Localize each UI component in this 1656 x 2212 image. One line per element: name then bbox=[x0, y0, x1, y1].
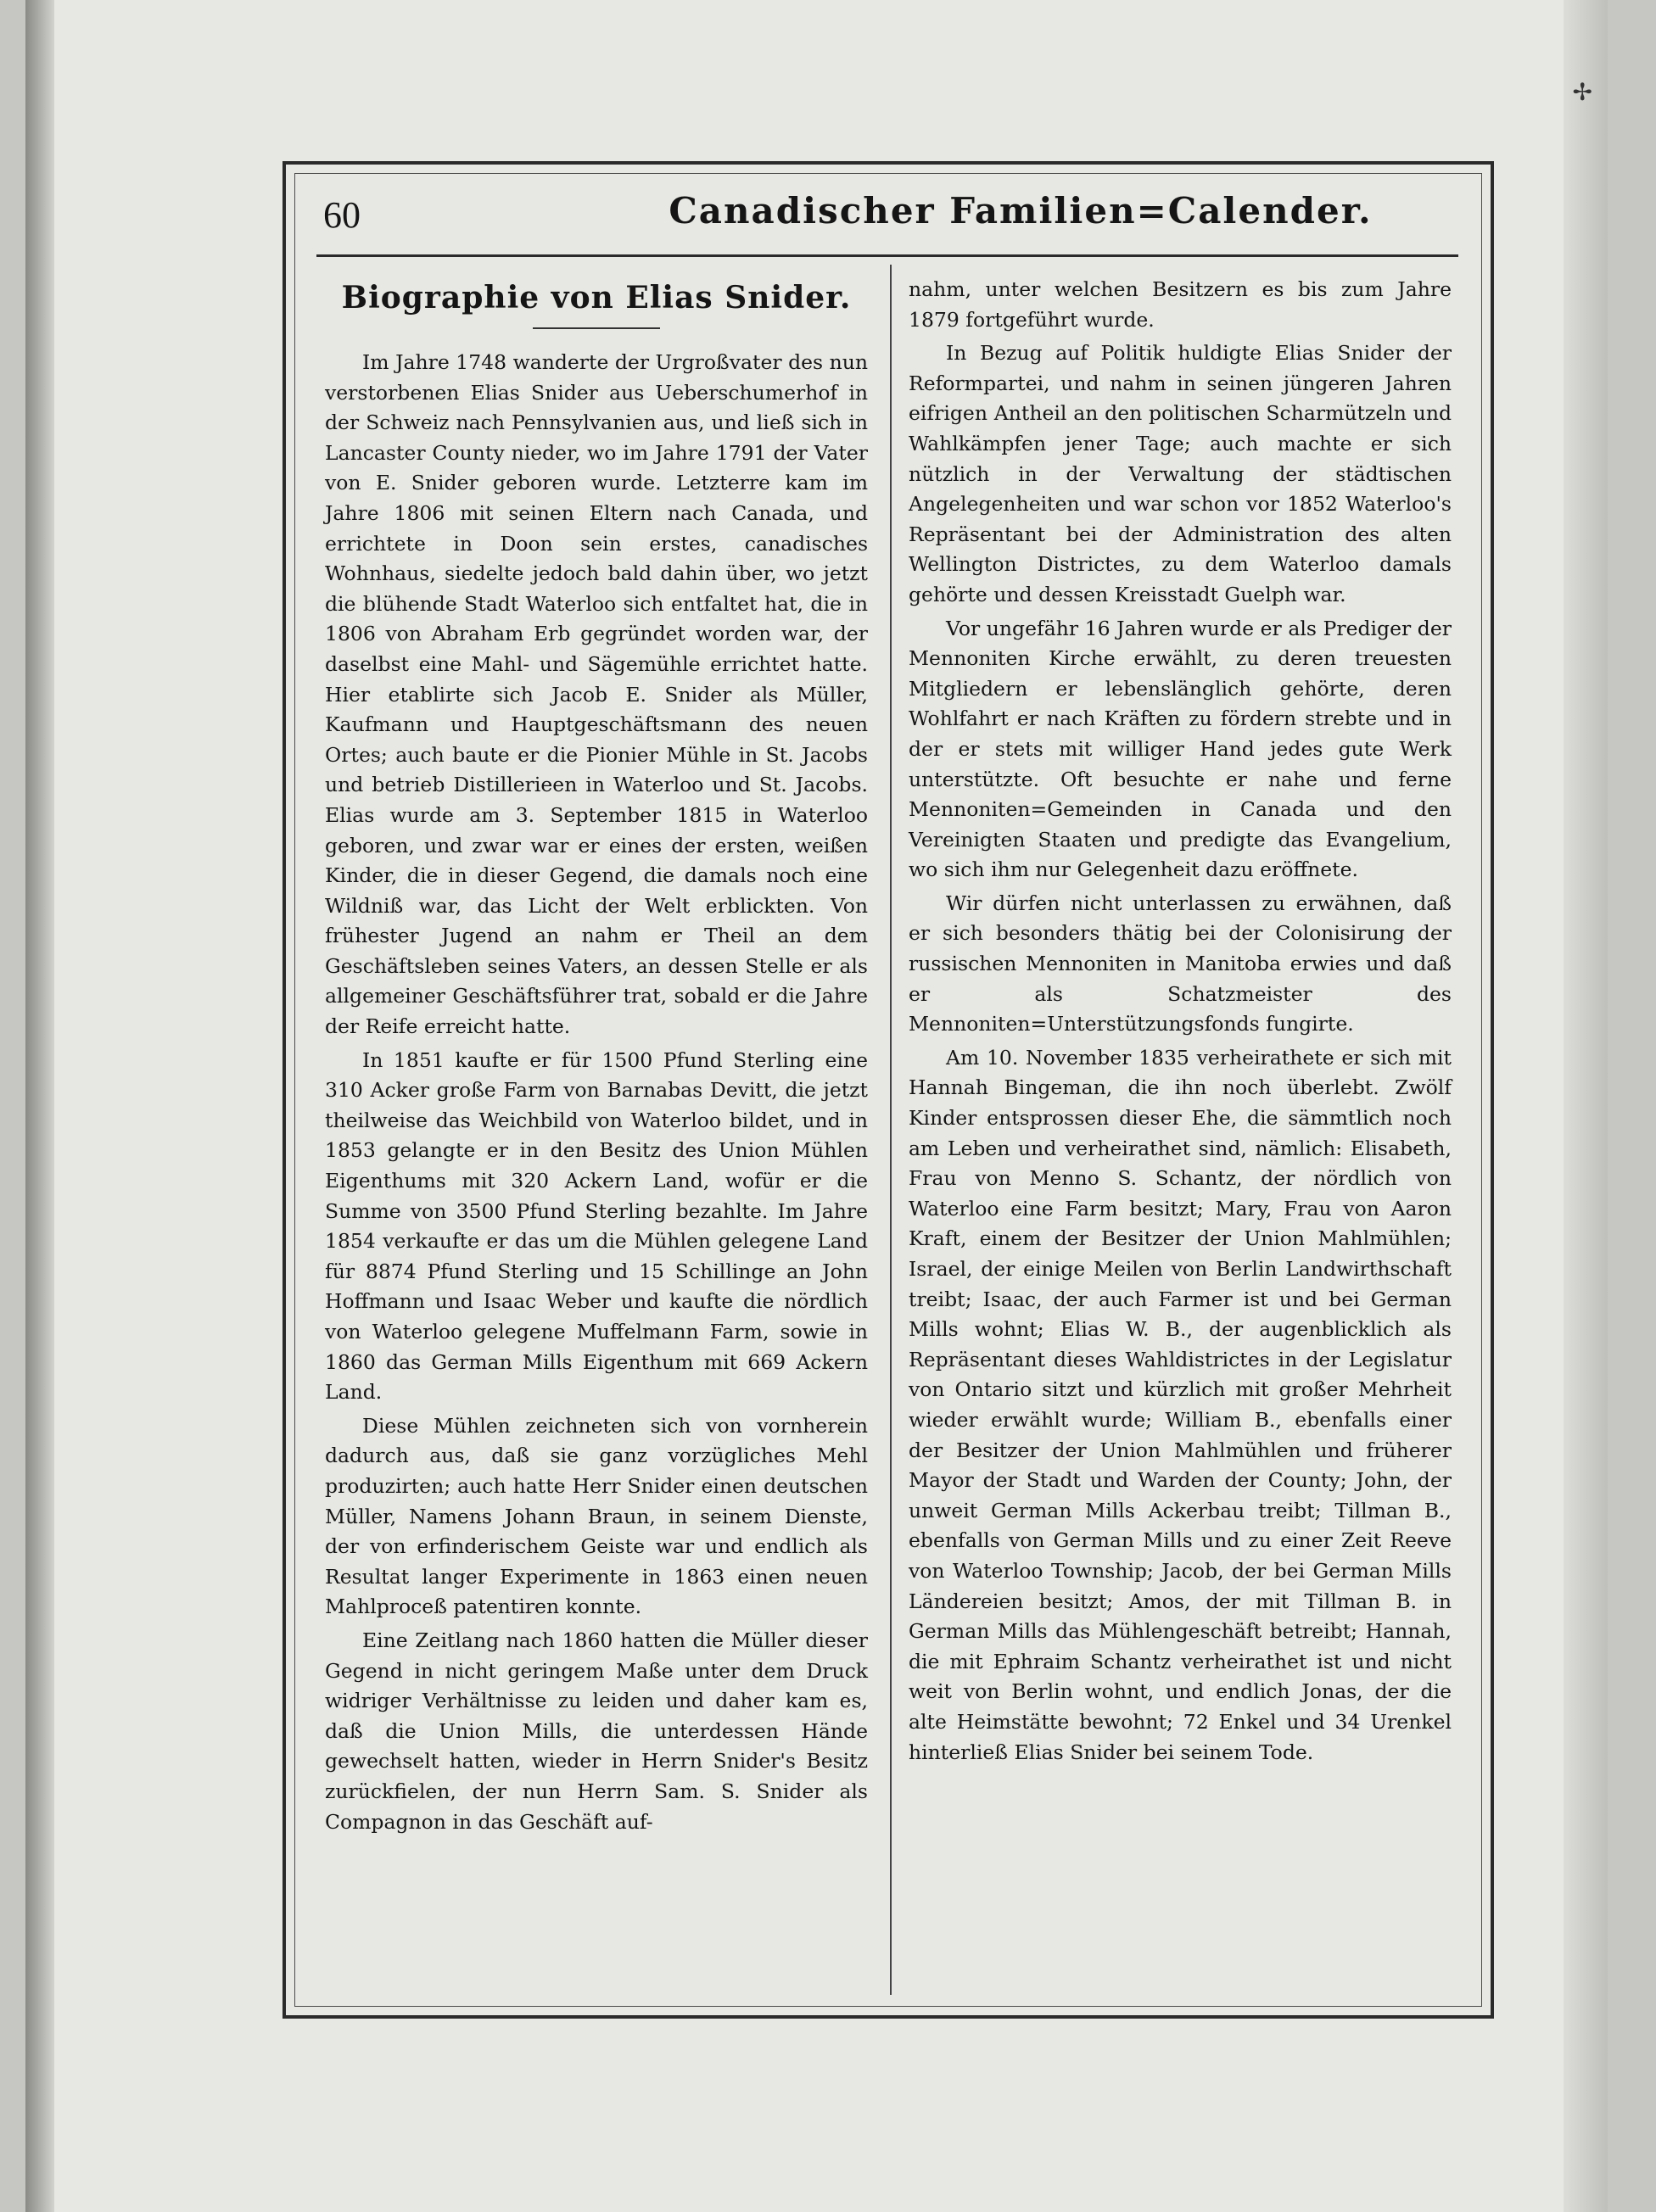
paragraph: Wir dürfen nicht unterlassen zu erwähnen, daß er sich besonders thätig bei der Colonisirung der russischen Mennoniten in Manitoba erwies und daß er als Schatzmeister des Mennoniten=Unterstützungsfonds fungirte. bbox=[909, 891, 1452, 1036]
paragraph: Eine Zeitlang nach 1860 hatten die Müller dieser Gegend in nicht geringem Maße unter dem Druck widriger Verhältnisse zu leiden und daher kam es, daß die Union Mills, die unterdessen Hände gewechselt hatten, wieder in Herrn Snider's Besitz zurückfielen, der nun Herrn Sam. S. Snider als Compagnon in das Geschäft auf- bbox=[325, 1628, 868, 1834]
page-frame bbox=[283, 161, 1494, 2019]
paragraph: In 1851 kaufte er für 1500 Pfund Sterling eine 310 Acker große Farm von Barnabas Devitt, die jetzt theilweise das Weichbild von Waterloo bildet, und in 1853 gelangte er in den Besitz des Union Mühlen Eigenthums mit 320 Ackern Land, wofür er die Summe von 3500 Pfund Sterling bezahlte. Im Jahre 1854 verkaufte er das um die Mühlen gelegene Land für 8874 Pfund Sterling und 15 Schillinge an John Hoffmann und Isaac Weber und kaufte die nördlich von Waterloo gelegene Muffelmann Farm, sowie in 1860 das German Mills Eigenthum mit 669 Ackern Land. bbox=[325, 1047, 868, 1405]
binding-shadow bbox=[25, 0, 54, 2212]
margin-mark: ✢ bbox=[1572, 78, 1592, 106]
title-rule bbox=[533, 327, 660, 329]
paragraph: nahm, unter welchen Besitzern es bis zum Jahre 1879 fortgeführt wurde. bbox=[909, 277, 1452, 332]
article-title: Biographie von Elias Snider. bbox=[341, 280, 852, 316]
running-title: Canadischer Familien=Calender. bbox=[669, 190, 1373, 232]
page-header bbox=[316, 190, 1458, 239]
header-rule bbox=[316, 254, 1458, 257]
column-divider bbox=[890, 265, 892, 1995]
left-column bbox=[325, 275, 868, 1841]
right-column bbox=[909, 275, 1452, 1771]
paragraph: Vor ungefähr 16 Jahren wurde er als Prediger der Mennoniten Kirche erwählt, zu deren treuesten Mitgliedern er lebenslänglich gehörte, deren Wohlfahrt er nach Kräften zu fördern strebte und in der er stets mit williger Hand jedes gute Werk unterstützte. Oft besuchte er nahe und ferne Mennoniten=Gemeinden in Canada und den Vereinigten Staaten und predigte das Evangelium, wo sich ihm nur Gelegenheit dazu eröffnete. bbox=[909, 616, 1452, 882]
page-edge bbox=[1564, 0, 1608, 2212]
paragraph: Diese Mühlen zeichneten sich von vornherein dadurch aus, daß sie ganz vorzügliches Mehl produzirten; auch hatte Herr Snider einen deutschen Müller, Namens Johann Braun, in seinem Dienste, der von erfinderischem Geiste war und endlich als Resultat langer Experimente in 1863 einen neuen Mahlproceß patentiren konnte. bbox=[325, 1413, 868, 1619]
paragraph: In Bezug auf Politik huldigte Elias Snider der Reformpartei, und nahm in seinen jüngeren Jahren eifrigen Antheil an den politischen Scharmützeln und Wahlkämpfen jener Tage; auch machte er sich nützlich in der Verwaltung der städtischen Angelegenheiten und war schon vor 1852 Waterloo's Repräsentant bei der Administration des alten Wellington Districtes, zu dem Waterloo damals gehörte und dessen Kreisstadt Guelph war. bbox=[909, 341, 1452, 606]
page-number: 60 bbox=[323, 194, 361, 236]
page-paper bbox=[25, 0, 1608, 2212]
paragraph: Im Jahre 1748 wanderte der Urgroßvater des nun verstorbenen Elias Snider aus Ueberschumerhof in der Schweiz nach Pennsylvanien aus, und ließ sich in Lancaster County nieder, wo im Jahre 1791 der Vater von E. Snider geboren wurde. Letzterre kam im Jahre 1806 mit seinen Eltern nach Canada, und errichtete in Doon sein erstes, canadisches Wohnhaus, siedelte jedoch bald dahin über, wo jetzt die blühende Stadt Waterloo sich entfaltet hat, die in 1806 von Abraham Erb gegründet worden war, der daselbst eine Mahl- und Sägemühle errichtet hatte. Hier etablirte sich Jacob E. Snider als Müller, Kaufmann und Hauptgeschäftsmann des neuen Ortes; auch baute er die Pionier Mühle in St. Jacobs und betrieb Distillerieen in Waterloo und St. Jacobs. Elias wurde am 3. September 1815 in Waterloo geboren, und zwar war er eines der ersten, weißen Kinder, die in dieser Gegend, die damals noch eine Wildniß war, das Licht der Welt erblickten. Von frühester Jugend an nahm er Theil an dem Geschäftsleben seines Vaters, an dessen Stelle er als allgemeiner Geschäftsführer trat, sobald er die Jahre der Reife erreicht hatte. bbox=[325, 350, 868, 1039]
paragraph: Am 10. November 1835 verheirathete er sich mit Hannah Bingeman, die ihn noch überlebt. Zwölf Kinder entsprossen dieser Ehe, die sämmtlich noch am Leben und verheirathet sind, nämlich: Elisabeth, Frau von Menno S. Schantz, der nördlich von Waterloo eine Farm besitzt; Mary, Frau von Aaron Kraft, einem der Besitzer der Union Mahlmühlen; Israel, der einige Meilen von Berlin Landwirthschaft treibt; Isaac, der auch Farmer ist und bei German Mills wohnt; Elias W. B., der augenblicklich als Repräsentant dieses Wahldistrictes in der Legislatur von Ontario sitzt und kürzlich mit großer Mehrheit wieder erwählt wurde; William B., ebenfalls einer der Besitzer der Union Mahlmühlen und früherer Mayor der Stadt und Warden der County; John, der unweit German Mills Ackerbau treibt; Tillman B., ebenfalls von German Mills und zu einer Zeit Reeve von Waterloo Township; Jacob, der bei German Mills Ländereien besitzt; Amos, der mit Tillman B. in German Mills das Mühlengeschäft betreibt; Hannah, die mit Ephraim Schantz verheirathet ist und nicht weit von Berlin wohnt, und endlich Jonas, der die alte Heimstätte bewohnt; 72 Enkel und 34 Urenkel hinterließ Elias Snider bei seinem Tode. bbox=[909, 1045, 1452, 1764]
